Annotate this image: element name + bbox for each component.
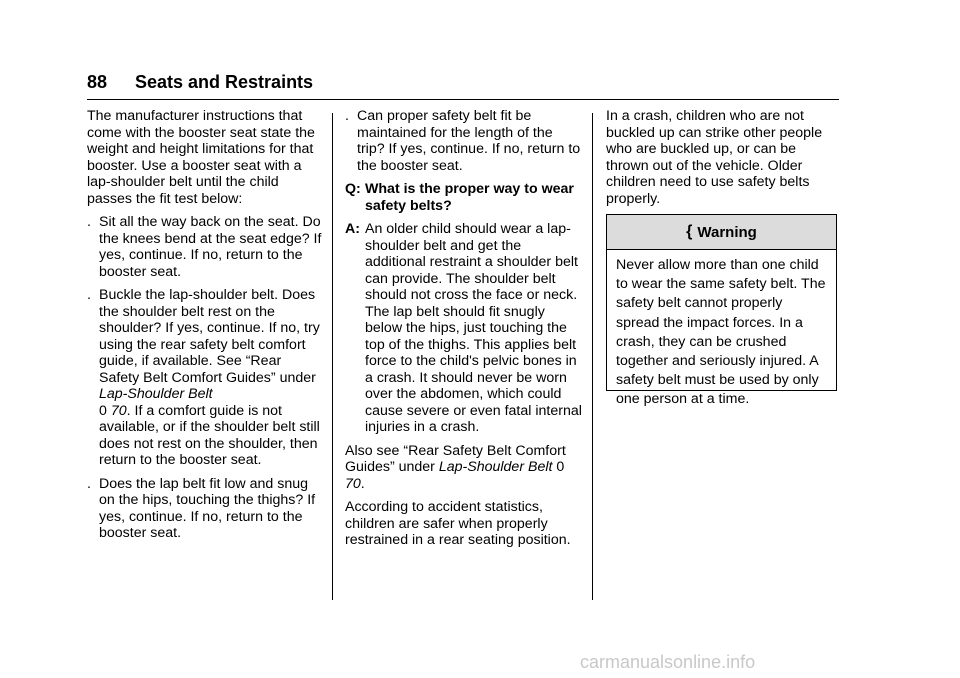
page-reference[interactable]: 70 [345, 475, 361, 492]
bullet-mark: . [87, 475, 91, 492]
intro-paragraph: In a crash, children who are not buckled up can strike other people who are buckled up, or can be thrown out of the vehicle. Older children need to use safety belts properly. [606, 108, 823, 207]
list-item [87, 476, 323, 542]
question-label: Q: [345, 181, 361, 197]
also-see-paragraph: Also see “Rear Safety Belt Comfort Guides” under Lap-Shoulder Belt 0 70. [345, 442, 566, 492]
warning-header [607, 215, 836, 250]
cross-reference-link[interactable]: Lap-Shoulder Belt [438, 459, 553, 475]
warning-text: Never allow more than one child to wear the same safety belt. The safety belt cannot properly spread the impact forces. In a crash, they can be crushed together and seriously injured. A safety belt must be used by only one person at a time. [616, 257, 826, 408]
column-divider-2 [592, 113, 593, 600]
section-title: Seats and Restraints [135, 72, 314, 92]
page-number: 88 [87, 72, 108, 92]
bullet-mark: . [87, 214, 91, 230]
answer-item [345, 221, 583, 436]
bullet-mark: . [345, 108, 349, 124]
list-item [87, 287, 323, 469]
answer-text: An older child should wear a lap-shoulder belt and get the additional restraint a shoulder belt can provide. The shoulder belt should not cross the face or neck. The lap belt should fit snugly below the hips, just touching the top of the thighs. This applies belt force to the child's pelvic bones in a crash. It should never be worn over the abdomen, which could cause severe or even fatal internal injuries in a crash. [365, 221, 582, 435]
list-item-text: Sit all the way back on the seat. Do the knees bend at the seat edge? If yes, continue. If no, return to the booster seat. [99, 214, 322, 280]
question-item [345, 181, 583, 214]
watermark: carmanualsonline.info [580, 652, 756, 672]
warning-icon: { [686, 223, 693, 240]
cross-reference-link[interactable]: Lap-Shoulder Belt [99, 386, 213, 402]
page-header [87, 72, 313, 93]
page-reference[interactable]: 70 [110, 402, 127, 419]
column-divider-1 [332, 113, 333, 600]
column-2 [345, 108, 583, 556]
question-text: What is the proper way to wear safety belts? [365, 181, 574, 214]
column-1 [87, 108, 323, 549]
list-item [345, 108, 583, 174]
list-item-text: Buckle the lap-shoulder belt. Does the shoulder belt rest on the shoulder? If yes, continue. If no, try using the rear safety belt comfort guide, if available. See “Rear Safety Belt Comfort Guides” under Lap-Shoulder Belt 0 70. If a comfort guide is not available, or if the shoulder belt still does not rest on the shoulder, then return to the booster seat. [99, 287, 320, 468]
statistics-paragraph: According to accident statistics, children are safer when properly restrained in a rear seating position. [345, 499, 571, 548]
list-item-text: Does the lap belt fit low and snug on the hips, touching the thighs? If yes, continue. If no, return to the booster seat. [99, 475, 316, 541]
bullet-mark: . [87, 287, 91, 303]
header-rule [87, 99, 839, 100]
page-ref-icon: 0 [99, 402, 107, 419]
page-ref-icon: 0 [556, 459, 565, 475]
list-item [87, 214, 323, 280]
intro-paragraph: The manufacturer instructions that come with the booster seat state the weight and height limitations for that booster. Use a booster seat with a lap-shoulder belt until the child passes the fit test below: [87, 108, 315, 207]
answer-label: A: [345, 221, 360, 237]
list-item-text: Can proper safety belt fit be maintained for the length of the trip? If yes, continue. If no, return to the booster seat. [357, 108, 581, 174]
warning-title: Warning [697, 223, 757, 241]
column-3 [606, 108, 838, 214]
warning-box [606, 214, 837, 408]
